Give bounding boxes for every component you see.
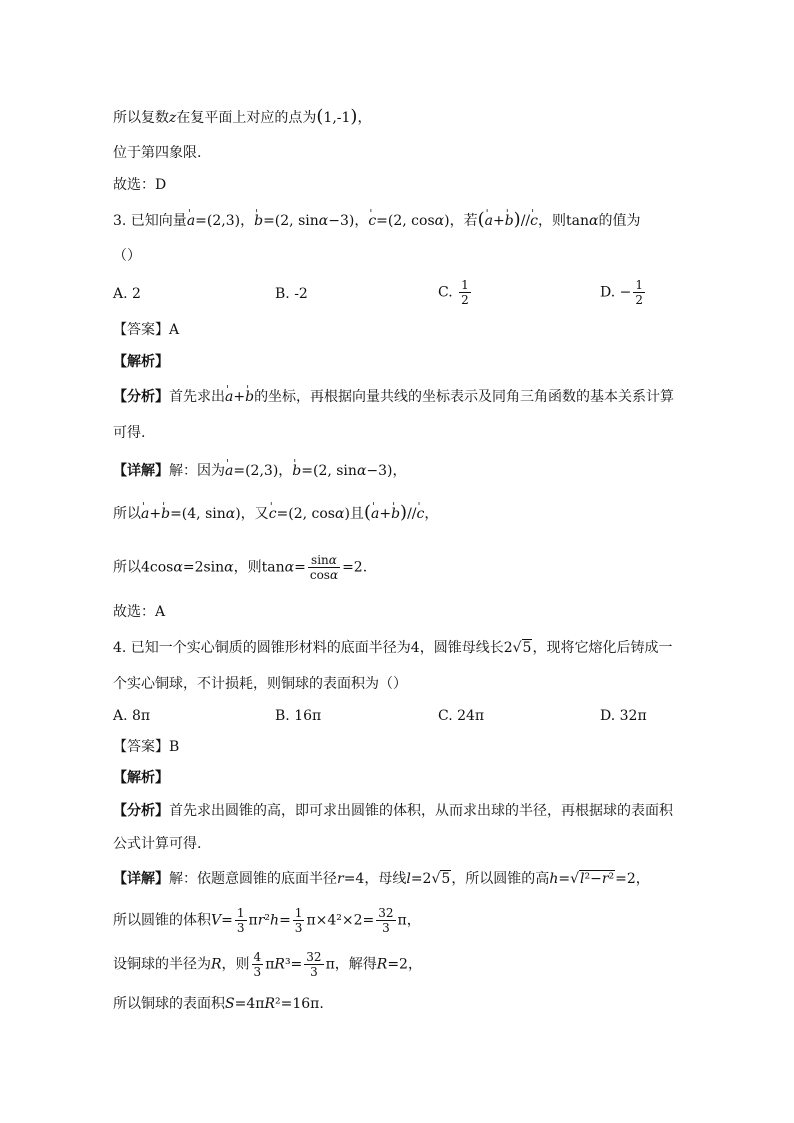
text-line: 所以4cosα=2sinα，则tanα= $\frac{\sin\alpha}{\cos\alpha}$ =2. [113, 553, 368, 582]
answer-tag: 【答案】B [113, 739, 180, 755]
analysis-tag: 【解析】 [113, 770, 169, 786]
text-line: 【详解】解：依题意圆锥的底面半径r=4，母线l=2√5，所以圆锥的高h=√l²−r²=2， [113, 871, 650, 887]
option-c: C. 24π [438, 708, 485, 724]
text-line: （） [113, 248, 141, 264]
answer-tag: 【答案】A [113, 322, 180, 338]
analysis-tag: 【解析】 [113, 354, 169, 370]
text-line: 位于第四象限. [113, 145, 202, 161]
text-line: 设铜球的半径为R，则 $\frac{4}{3}$ πR³= $\frac{32}{3}$ π，解得R=2， [113, 950, 422, 979]
text-line: 个实心铜球，不计损耗，则铜球的表面积为（） [113, 676, 407, 692]
option-b: B. -2 [275, 286, 308, 302]
option-d: D. 32π [600, 708, 647, 724]
option-c: C. $\frac{1}{2}$ [438, 278, 469, 307]
text-line: 【详解】解：因为' a=(2,3)，' b=(2, sinα−3)， [113, 461, 734, 481]
text-line: 故选：A [113, 604, 166, 620]
option-b: B. 16π [275, 708, 322, 724]
option-a: A. 2 [113, 286, 141, 302]
question-4: 4. 已知一个实心铜质的圆锥形材料的底面半径为4，圆锥母线长2√5，现将它熔化后铸成一 [113, 640, 673, 656]
option-a: A. 8π [113, 708, 151, 724]
question-3: 3. 已知向量' a=(2,3)，' b=(2, sinα−3)，' c=(2, cosα)，若(' a+' b)//' c，则tanα的值为 [113, 210, 734, 230]
text-line: 所以铜球的表面积S=4πR²=16π. [113, 996, 324, 1012]
text-line: 所以圆锥的体积V= $\frac{1}{3}$ πr²h= $\frac{1}{3}$ π×4²×2= $\frac{32}{3}$ π， [113, 906, 421, 935]
text-line: 故选：D [113, 177, 167, 193]
option-d: D. − $\frac{1}{2}$ [600, 278, 643, 307]
text-line: 公式计算可得. [113, 836, 202, 852]
text-line: 所以' a+' b=(4, sinα)，又' c=(2, cosα)且(' a+' b)//' c， [113, 503, 734, 523]
text-line: 可得. [113, 425, 146, 441]
text-line: 【分析】首先求出' a+' b的坐标，再根据向量共线的坐标表示及同角三角函数的基本关系计算 [113, 387, 734, 407]
text-line: 【分析】首先求出圆锥的高，即可求出圆锥的体积，从而求出球的半径，再根据球的表面积 [113, 803, 673, 819]
text-line: 所以复数z在复平面上对应的点为(1,-1)， [113, 106, 372, 127]
